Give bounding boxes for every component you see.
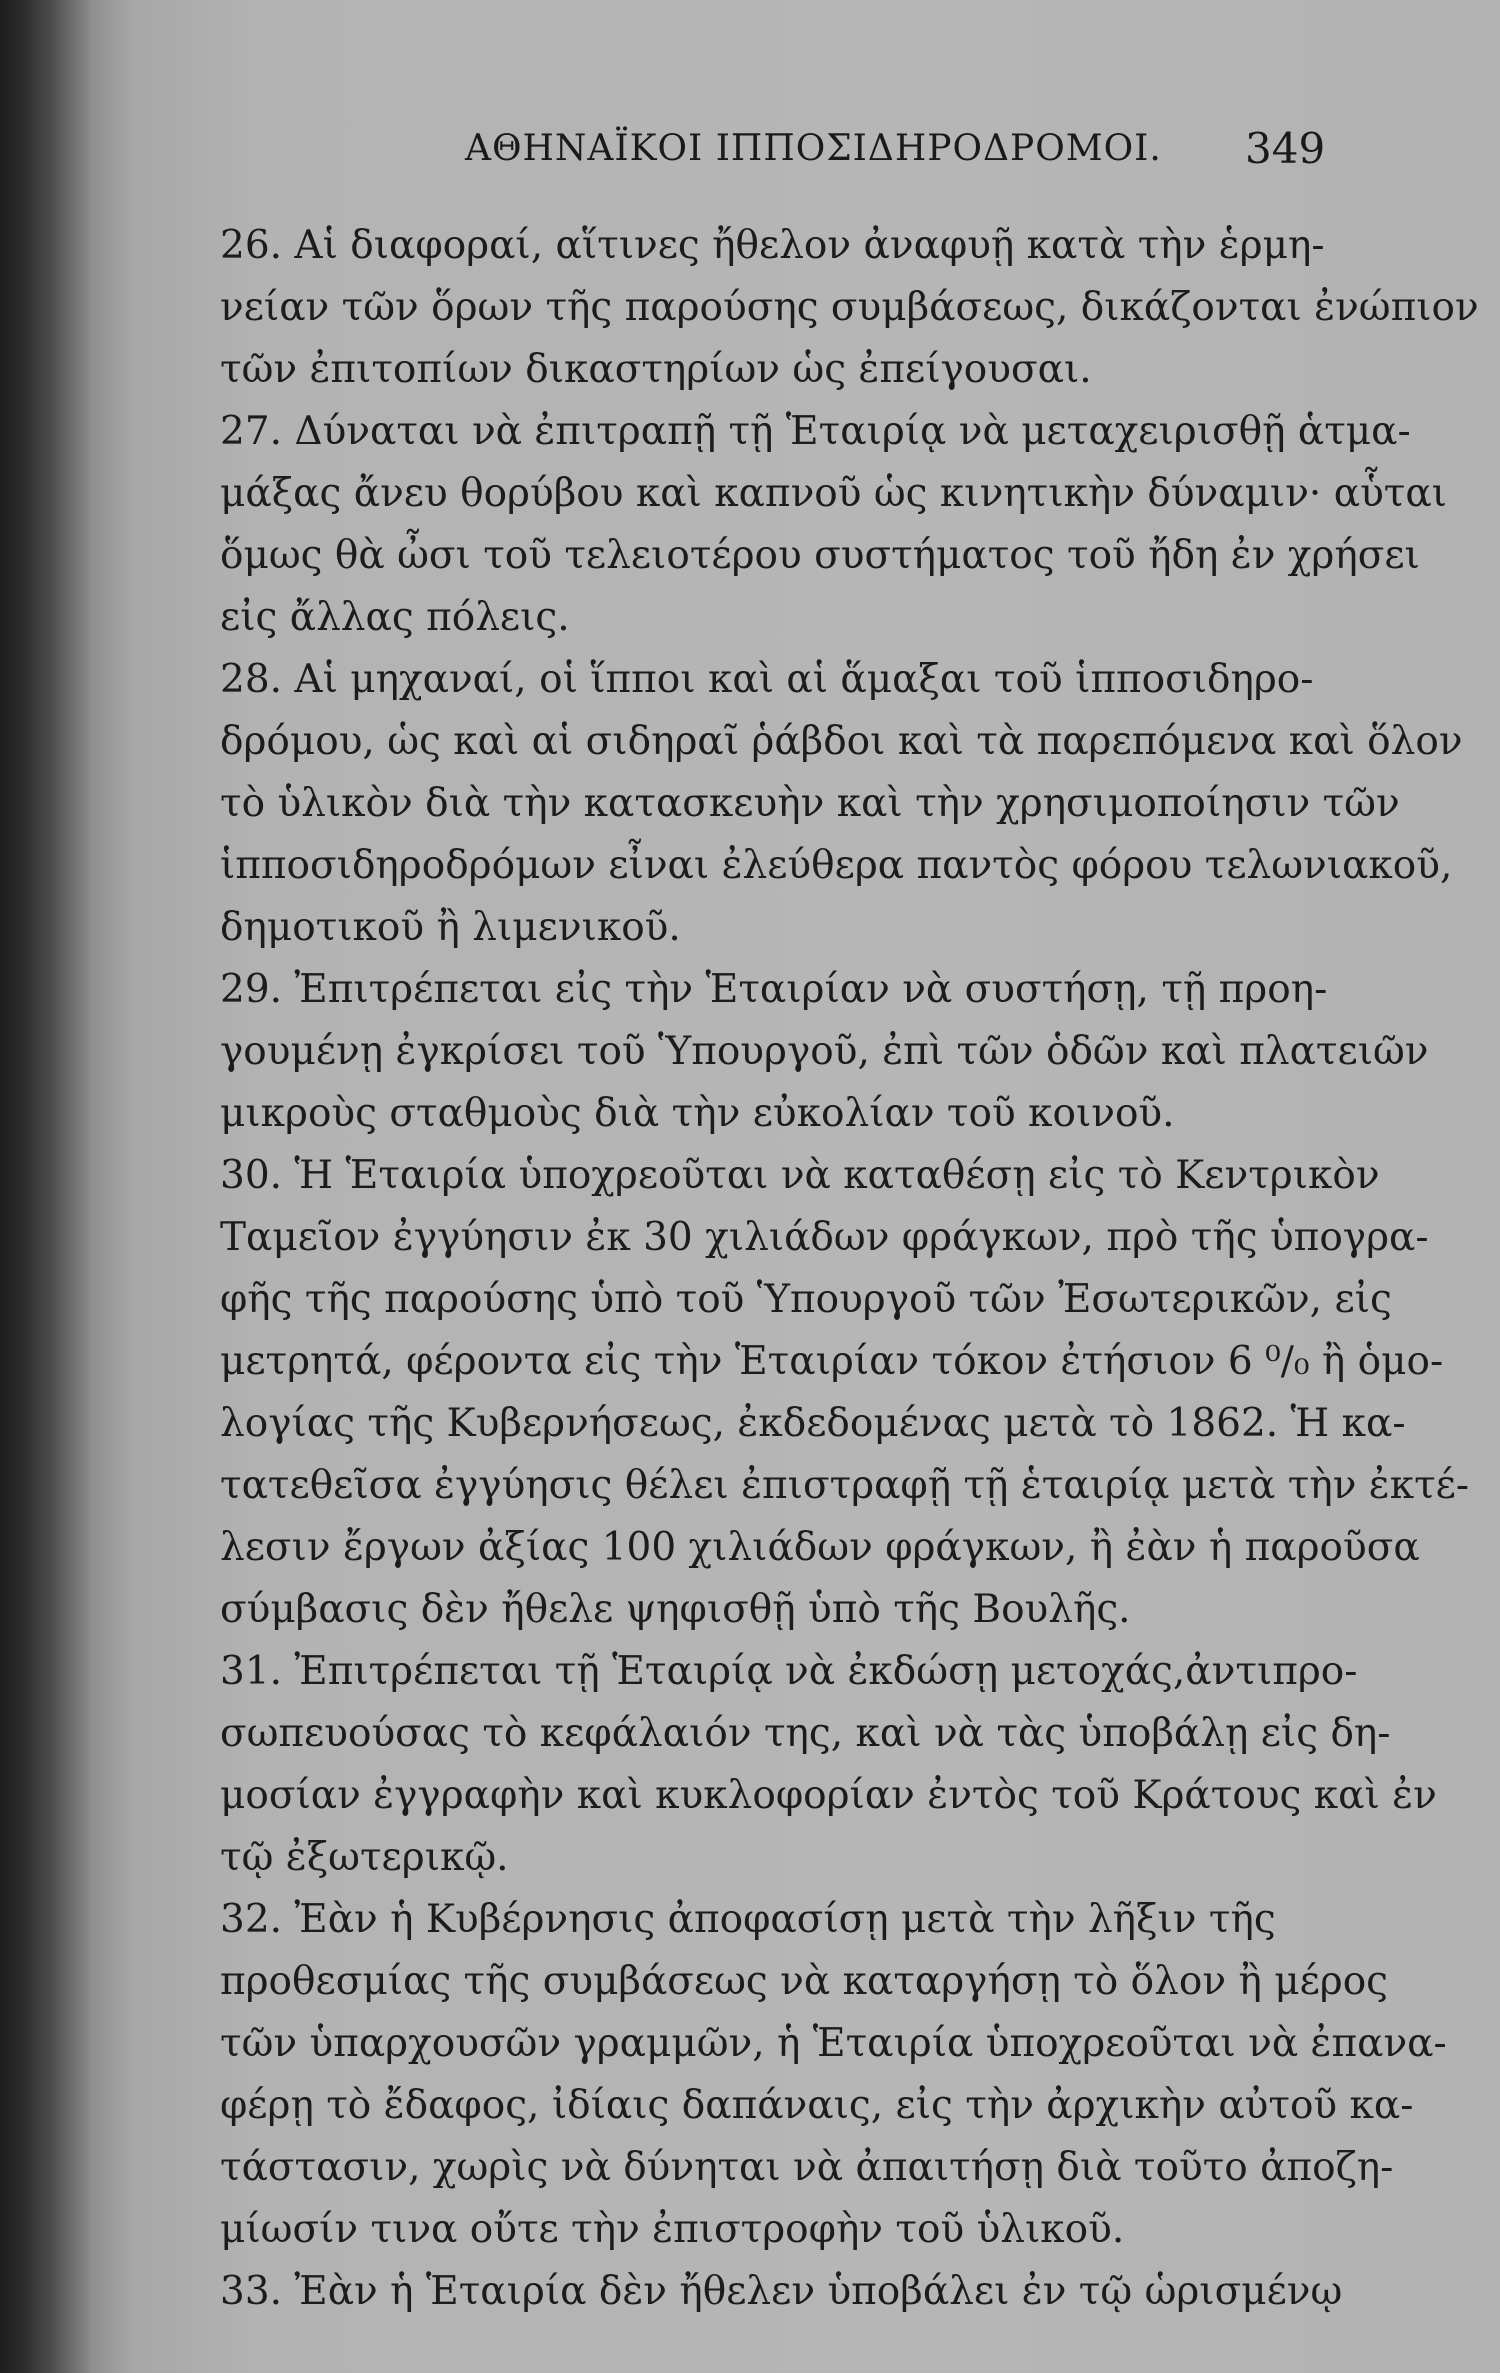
text-line: 31. Ἐπιτρέπεται τῇ Ἑταιρίᾳ νὰ ἐκδώσῃ μετοχάς,ἀντιπρο-: [220, 1649, 1358, 1694]
page-header: [90, 124, 1500, 188]
body-text: [220, 215, 1479, 2323]
text-line: τὸ ὑλικὸν διὰ τὴν κατασκευὴν καὶ τὴν χρησιμοποίησιν τῶν: [220, 781, 1400, 826]
text-line: μετρητά, φέροντα εἰς τὴν Ἑταιρίαν τόκον ἐτήσιον 6 ⁰/₀ ἢ ὁμο-: [220, 1339, 1444, 1384]
text-line: λογίας τῆς Κυβερνήσεως, ἐκδεδομένας μετὰ τὸ 1862. Ἡ κα-: [220, 1401, 1406, 1446]
text-line: μοσίαν ἐγγραφὴν καὶ κυκλοφορίαν ἐντὸς τοῦ Κράτους καὶ ἐν: [220, 1773, 1437, 1818]
running-title: ΑΘΗΝΑΪΚΟΙ ΙΠΠΟΣΙΔΗΡΟΔΡΟΜΟΙ.: [465, 128, 1162, 169]
text-line: δρόμου, ὡς καὶ αἱ σιδηραῖ ῥάβδοι καὶ τὰ παρεπόμενα καὶ ὅλον: [220, 719, 1463, 764]
text-line: γουμένῃ ἐγκρίσει τοῦ Ὑπουργοῦ, ἐπὶ τῶν ὁδῶν καὶ πλατειῶν: [220, 1029, 1429, 1074]
text-line: Ταμεῖον ἐγγύησιν ἐκ 30 χιλιάδων φράγκων, πρὸ τῆς ὑπογρα-: [220, 1215, 1429, 1260]
text-line: νείαν τῶν ὅρων τῆς παρούσης συμβάσεως, δικάζονται ἐνώπιον: [220, 285, 1479, 330]
text-line: τῶν ὑπαρχουσῶν γραμμῶν, ἡ Ἑταιρία ὑποχρεοῦται νὰ ἐπανα-: [220, 2021, 1447, 2066]
text-line: τῷ ἐξωτερικῷ.: [220, 1835, 509, 1880]
text-line: 28. Αἱ μηχαναί, οἱ ἵπποι καὶ αἱ ἅμαξαι τοῦ ἱπποσιδηρο-: [220, 657, 1314, 702]
text-line: 32. Ἐὰν ἡ Κυβέρνησις ἀποφασίσῃ μετὰ τὴν λῆξιν τῆς: [220, 1897, 1276, 1942]
book-page: [90, 0, 1500, 2373]
text-line: φῆς τῆς παρούσης ὑπὸ τοῦ Ὑπουργοῦ τῶν Ἐσωτερικῶν, εἰς: [220, 1277, 1392, 1322]
book-spine-shadow: [0, 0, 90, 2373]
text-line: 29. Ἐπιτρέπεται εἰς τὴν Ἑταιρίαν νὰ συστήσῃ, τῇ προη-: [220, 967, 1328, 1012]
text-line: 33. Ἐὰν ἡ Ἑταιρία δὲν ἤθελεν ὑποβάλει ἐν τῷ ὡρισμένῳ: [220, 2269, 1343, 2314]
text-line: τατεθεῖσα ἐγγύησις θέλει ἐπιστραφῇ τῇ ἑταιρίᾳ μετὰ τὴν ἐκτέ-: [220, 1463, 1470, 1508]
text-line: 30. Ἡ Ἑταιρία ὑποχρεοῦται νὰ καταθέσῃ εἰς τὸ Κεντρικὸν: [220, 1153, 1380, 1198]
text-line: μάξας ἄνευ θορύβου καὶ καπνοῦ ὡς κινητικὴν δύναμιν· αὗται: [220, 471, 1447, 516]
text-line: προθεσμίας τῆς συμβάσεως νὰ καταργήσῃ τὸ ὅλον ἢ μέρος: [220, 1959, 1389, 2004]
text-line: 26. Αἱ διαφοραί, αἵτινες ἤθελον ἀναφυῇ κατὰ τὴν ἑρμη-: [220, 223, 1325, 268]
text-line: ἱπποσιδηροδρόμων εἶναι ἐλεύθερα παντὸς φόρου τελωνιακοῦ,: [220, 843, 1453, 888]
text-line: μικροὺς σταθμοὺς διὰ τὴν εὐκολίαν τοῦ κοινοῦ.: [220, 1091, 1175, 1136]
text-line: 27. Δύναται νὰ ἐπιτραπῇ τῇ Ἑταιρίᾳ νὰ μεταχειρισθῇ ἁτμα-: [220, 409, 1411, 454]
page-number: 349: [1245, 124, 1326, 173]
text-line: μίωσίν τινα οὔτε τὴν ἐπιστροφὴν τοῦ ὑλικοῦ.: [220, 2207, 1125, 2252]
text-line: ὅμως θὰ ὦσι τοῦ τελειοτέρου συστήματος τοῦ ἤδη ἐν χρήσει: [220, 533, 1420, 578]
text-line: φέρῃ τὸ ἔδαφος, ἰδίαις δαπάναις, εἰς τὴν ἀρχικὴν αὐτοῦ κα-: [220, 2083, 1414, 2128]
text-line: σωπευούσας τὸ κεφάλαιόν της, καὶ νὰ τὰς ὑποβάλῃ εἰς δη-: [220, 1711, 1391, 1756]
text-line: τάστασιν, χωρὶς νὰ δύνηται νὰ ἀπαιτήσῃ διὰ τοῦτο ἀποζη-: [220, 2145, 1394, 2190]
text-line: σύμβασις δὲν ἤθελε ψηφισθῇ ὑπὸ τῆς Βουλῆς.: [220, 1587, 1131, 1632]
text-line: τῶν ἐπιτοπίων δικαστηρίων ὡς ἐπείγουσαι.: [220, 347, 1092, 392]
text-line: εἰς ἄλλας πόλεις.: [220, 595, 570, 640]
text-line: δημοτικοῦ ἢ λιμενικοῦ.: [220, 905, 681, 950]
text-line: λεσιν ἔργων ἀξίας 100 χιλιάδων φράγκων, ἢ ἐὰν ἡ παροῦσα: [220, 1525, 1420, 1570]
